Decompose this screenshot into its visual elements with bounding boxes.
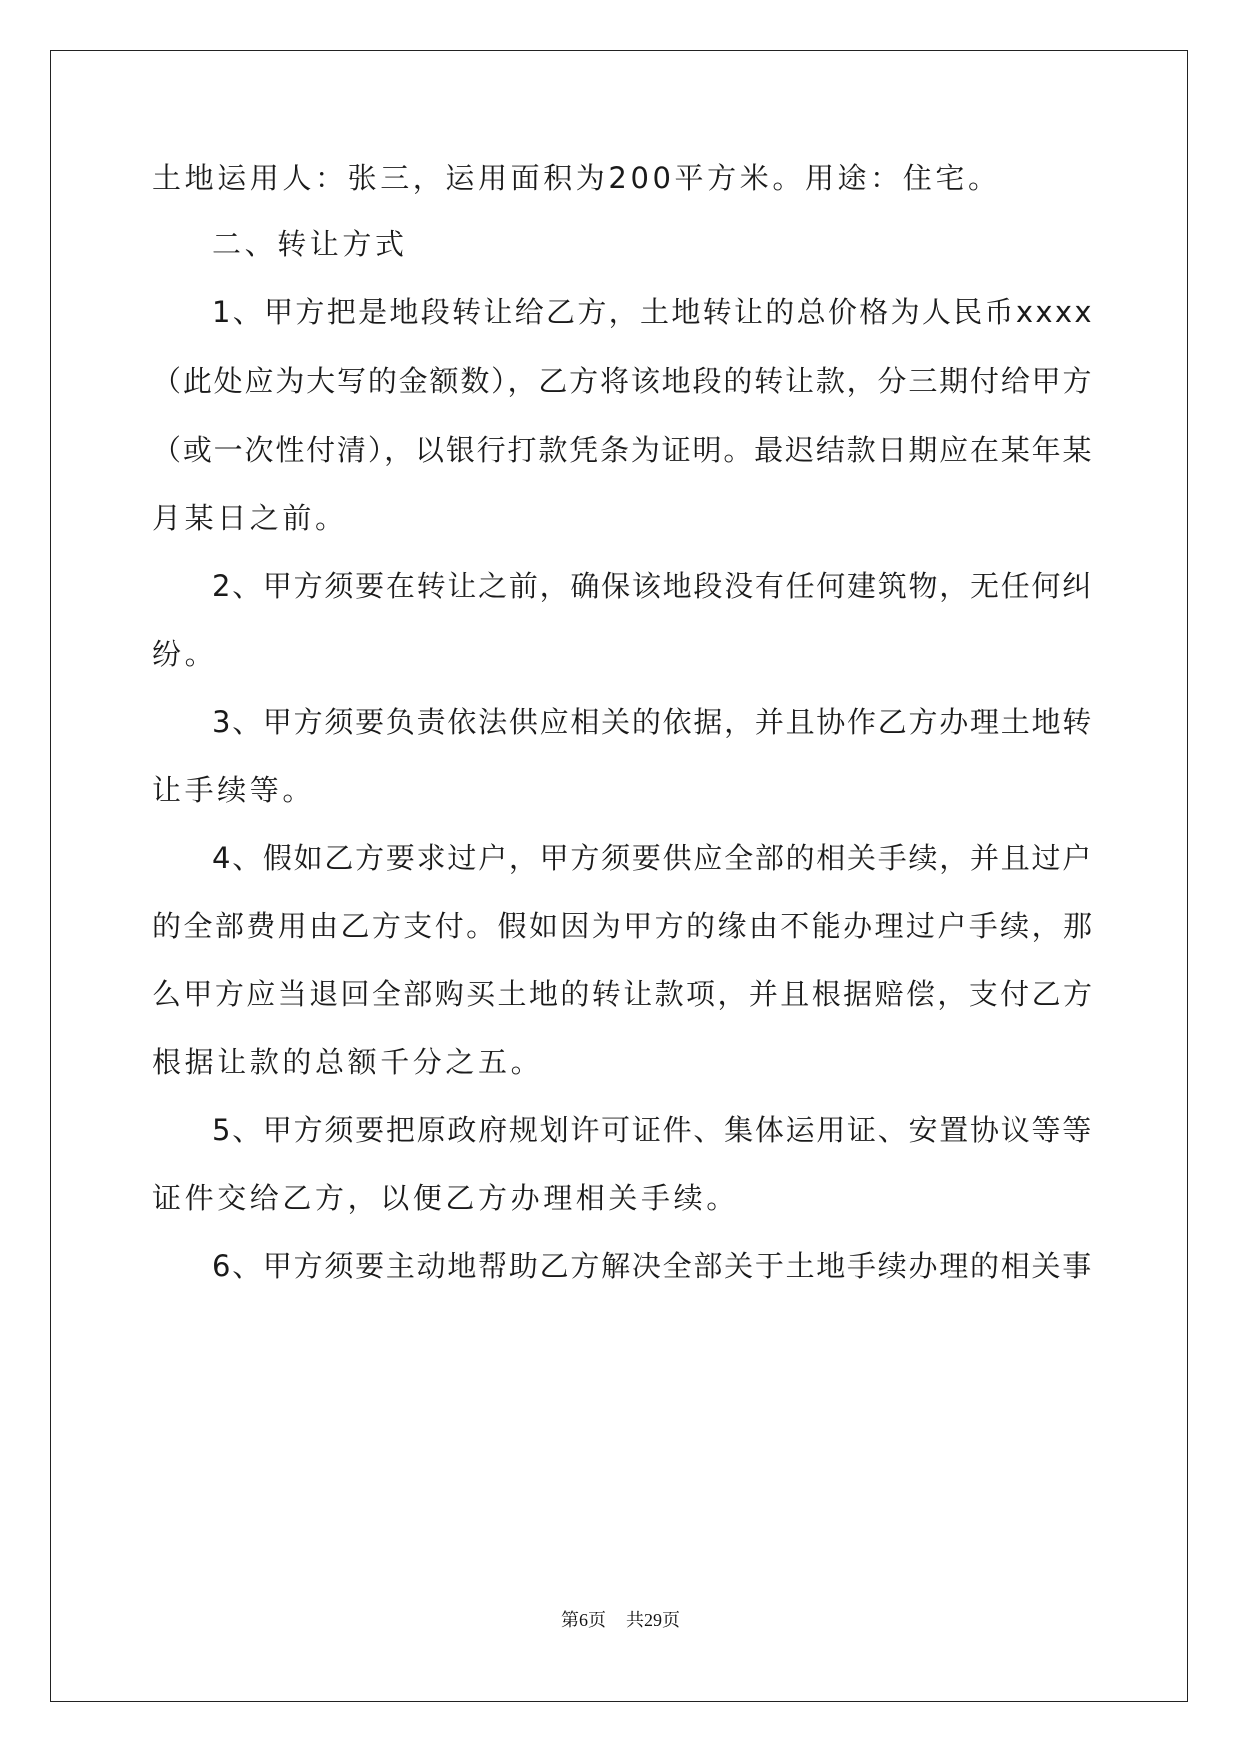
paragraph-line: （或一次性付清），以银行打款凭条为证明。最迟结款日期应在某年某 — [152, 433, 1094, 467]
paragraph-line: 土地运用人：张三，运用面积为200平方米。用途：住宅。 — [152, 161, 1001, 195]
paragraph-line: 3、甲方须要负责依法供应相关的依据，并且协作乙方办理土地转 — [212, 705, 1093, 739]
paragraph-line: 的全部费用由乙方支付。假如因为甲方的缘由不能办理过户手续，那 — [152, 909, 1095, 943]
paragraph-line: 5、甲方须要把原政府规划许可证件、集体运用证、安置协议等等 — [212, 1113, 1093, 1147]
page-number-current: 第6页 — [561, 1610, 606, 1630]
paragraph-line: 证件交给乙方，以便乙方办理相关手续。 — [152, 1181, 739, 1215]
page-number-total: 共29页 — [626, 1610, 680, 1630]
section-heading: 二、转让方式 — [212, 227, 408, 261]
paragraph-line: 6、甲方须要主动地帮助乙方解决全部关于土地手续办理的相关事 — [212, 1249, 1093, 1283]
paragraph-line: 2、甲方须要在转让之前，确保该地段没有任何建筑物，无任何纠 — [212, 569, 1093, 603]
paragraph-line: 纷。 — [152, 637, 218, 671]
page-footer — [0, 1606, 1241, 1632]
paragraph-line: 4、假如乙方要求过户，甲方须要供应全部的相关手续，并且过户 — [212, 841, 1093, 875]
paragraph-line: 1、甲方把是地段转让给乙方，土地转让的总价格为人民币xxxx — [212, 295, 1094, 329]
paragraph-line: （此处应为大写的金额数），乙方将该地段的转让款，分三期付给甲方 — [152, 364, 1094, 398]
paragraph-line: 让手续等。 — [152, 773, 316, 807]
paragraph-line: 月某日之前。 — [152, 501, 348, 535]
paragraph-line: 根据让款的总额千分之五。 — [152, 1045, 544, 1079]
paragraph-line: 么甲方应当退回全部购买土地的转让款项，并且根据赔偿，支付乙方 — [152, 977, 1095, 1011]
